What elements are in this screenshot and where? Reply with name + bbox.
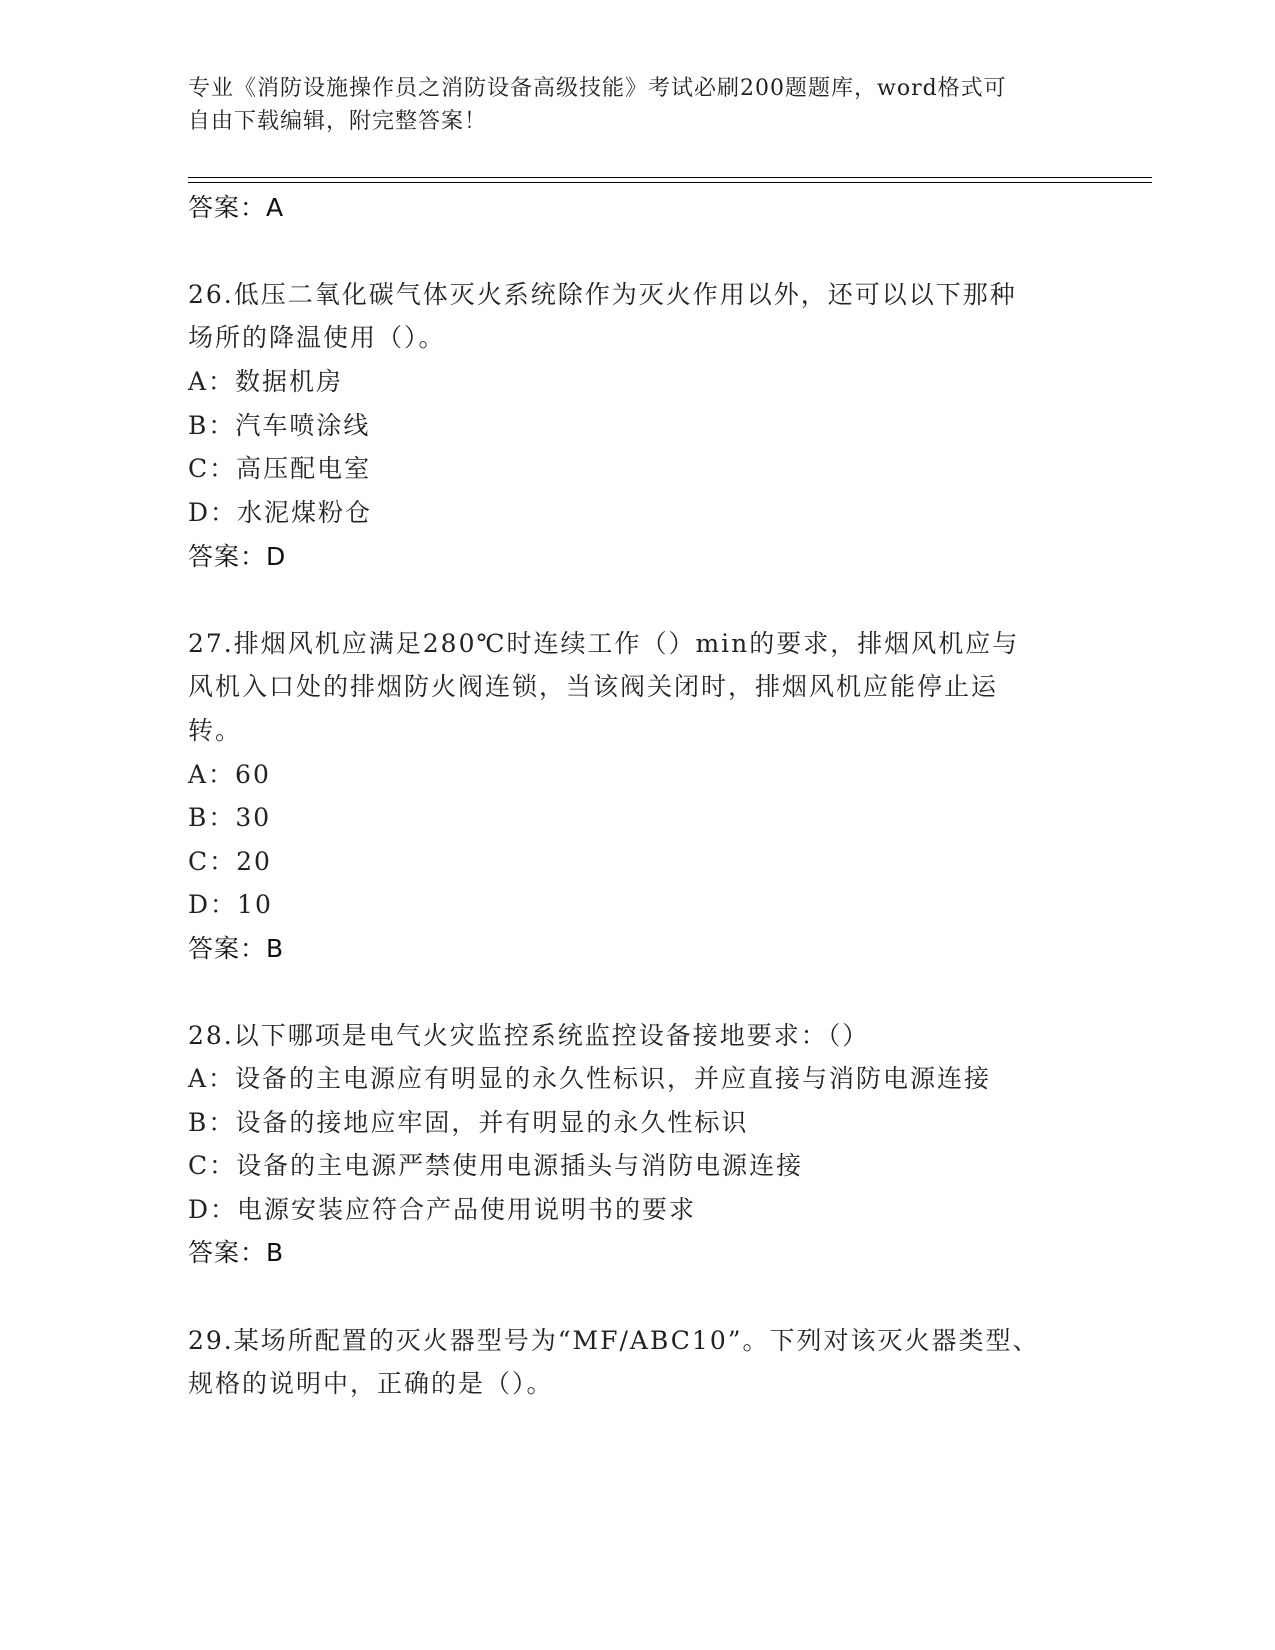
question-stem-line: 29.某场所配置的灭火器型号为“MF/ABC10”。下列对该灭火器类型、 [188, 1326, 1040, 1355]
option-d: D：电源安装应符合产品使用说明书的要求 [188, 1195, 697, 1224]
option-a: A：设备的主电源应有明显的永久性标识，并应直接与消防电源连接 [188, 1064, 992, 1093]
previous-answer: 答案：A [188, 193, 285, 222]
answer: 答案：D [188, 542, 287, 571]
option-b: B：30 [188, 803, 272, 832]
header-text [188, 72, 1088, 138]
question-stem-line: 27.排烟风机应满足280℃时连续工作（）min的要求，排烟风机应与 [188, 629, 1020, 658]
header-line-1: 专业《消防设施操作员之消防设备高级技能》考试必刷200题题库，word格式可 [188, 76, 1007, 101]
option-b: B：汽车喷涂线 [188, 411, 371, 440]
question-stem-line: 场所的降温使用（）。 [188, 323, 446, 352]
option-c: C：20 [188, 847, 272, 876]
question-stem-line: 26.低压二氧化碳气体灭火系统除作为灭火作用以外，还可以以下那种 [188, 280, 1017, 309]
option-a: A：60 [188, 760, 271, 789]
header-rule-bottom [188, 182, 1152, 183]
answer: 答案：B [188, 934, 285, 963]
option-c: C：设备的主电源严禁使用电源插头与消防电源连接 [188, 1151, 804, 1180]
option-c: C：高压配电室 [188, 454, 372, 483]
question-stem-line: 风机入口处的排烟防火阀连锁，当该阀关闭时，排烟风机应能停止运 [188, 672, 999, 701]
question-stem-line: 转。 [188, 716, 243, 745]
header-rule-top [188, 177, 1152, 178]
option-d: D：水泥煤粉仓 [188, 498, 373, 527]
option-a: A：数据机房 [188, 367, 344, 396]
option-b: B：设备的接地应牢固，并有明显的永久性标识 [188, 1108, 749, 1137]
question-stem-line: 28.以下哪项是电气火灾监控系统监控设备接地要求：（） [188, 1021, 870, 1050]
question-stem-line: 规格的说明中，正确的是（）。 [188, 1369, 554, 1398]
header-line-2: 自由下载编辑，附完整答案！ [188, 109, 488, 134]
option-d: D：10 [188, 890, 273, 919]
answer: 答案：B [188, 1238, 285, 1267]
